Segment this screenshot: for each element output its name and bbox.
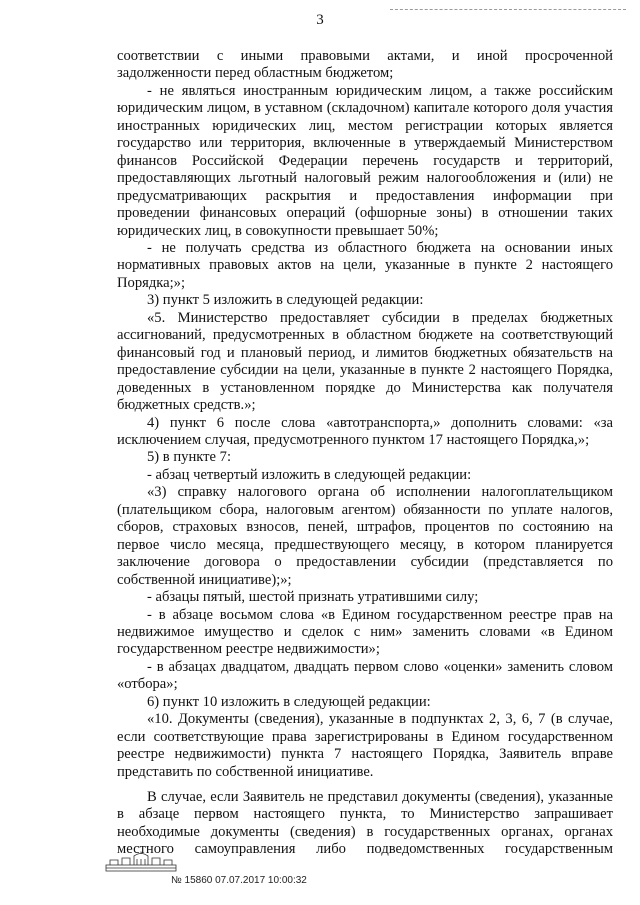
document-registration-stamp: № 15860 07.07.2017 10:00:32 (171, 875, 307, 886)
paragraph: 5) в пункте 7: (147, 449, 232, 466)
paragraph: - не являться иностранным юридическим лицом, а также российским юридическим лицом, в уставном (складочном) капитале которого доля участия иностранных юридических лиц, местом регистрации которых является государство или территория, включенные в утверждаемый Министерством финансов Российской Федерации перечень государств и территорий, предоставляющих льготный налоговый режим налогообложения и (или) не предусматривающих раскрытия и предоставления информации при проведении финансовых операций (офшорные зоны) в отношении таких юридических лиц, в совокупности превышает 50%; (117, 82, 613, 239)
paragraph: - не получать средства из областного бюджета на основании иных нормативных правовых актов на цели, указанные в пункте 2 настоящего Порядка;»; (117, 239, 613, 291)
paragraph: - в абзаце восьмом слова «в Едином государственном реестре прав на недвижимое имущество и сделок с ним» заменить словами «в Едином государственном реестре недвижимости»; (117, 606, 613, 658)
paragraph: «10. Документы (сведения), указанные в подпунктах 2, 3, 6, 7 (в случае, если соответствующие права зарегистрированы в Едином государственном реестре недвижимости) пункта 7 настоящего Порядка, Заявитель вправе представить по собственной инициативе. (117, 711, 613, 780)
paragraph: «5. Министерство предоставляет субсидии в пределах бюджетных ассигнований, предусмотренных в областном бюджете на соответствующий финансовый год и плановый период, и лимитов бюджетных обязательств на предоставление субсидии на цели, указанные в пункте 2 настоящего Порядка, доведенных в установленном порядке до Министерства как получателя бюджетных средств.»; (117, 309, 613, 414)
registry-stamp-logo (104, 851, 178, 873)
paragraph: 3) пункт 5 изложить в следующей редакции: (147, 292, 424, 309)
paragraph: 4) пункт 6 после слова «автотранспорта,» дополнить словами: «за исключением случая, предусмотренного пунктом 17 настоящего Порядка,»; (117, 414, 613, 448)
scan-artifact-line (390, 9, 626, 10)
paragraph: соответствии с иными правовыми актами, и иной просроченной задолженности перед областным бюджетом; (117, 48, 613, 82)
paragraph: - абзац четвертый изложить в следующей редакции: (147, 466, 472, 483)
document-body (117, 48, 613, 859)
paragraph: «3) справку налогового органа об исполнении налогоплательщиком (плательщиком сбора, налоговым агентом) обязанности по уплате налогов, сборов, страховых взносов, пеней, штрафов, процентов по состоянию на первое число месяца, предшествующего месяцу, в котором планируется заключение договора о предоставлении субсидии (представляется по собственной инициативе);»; (117, 484, 613, 588)
paragraph: - абзацы пятый, шестой признать утратившими силу; (147, 589, 479, 606)
paragraph: 6) пункт 10 изложить в следующей редакции: (147, 693, 431, 710)
paragraph: В случае, если Заявитель не представил документы (сведения), указанные в абзаце первом настоящего пункта, то Министерство запрашивает необходимые документы (сведения) в государственных органах, органах местного самоуправления либо подведомственных государственным (117, 789, 613, 858)
paragraph: - в абзацах двадцатом, двадцать первом слово «оценки» заменить словом «отбора»; (117, 658, 613, 693)
page-number: 3 (316, 12, 324, 28)
